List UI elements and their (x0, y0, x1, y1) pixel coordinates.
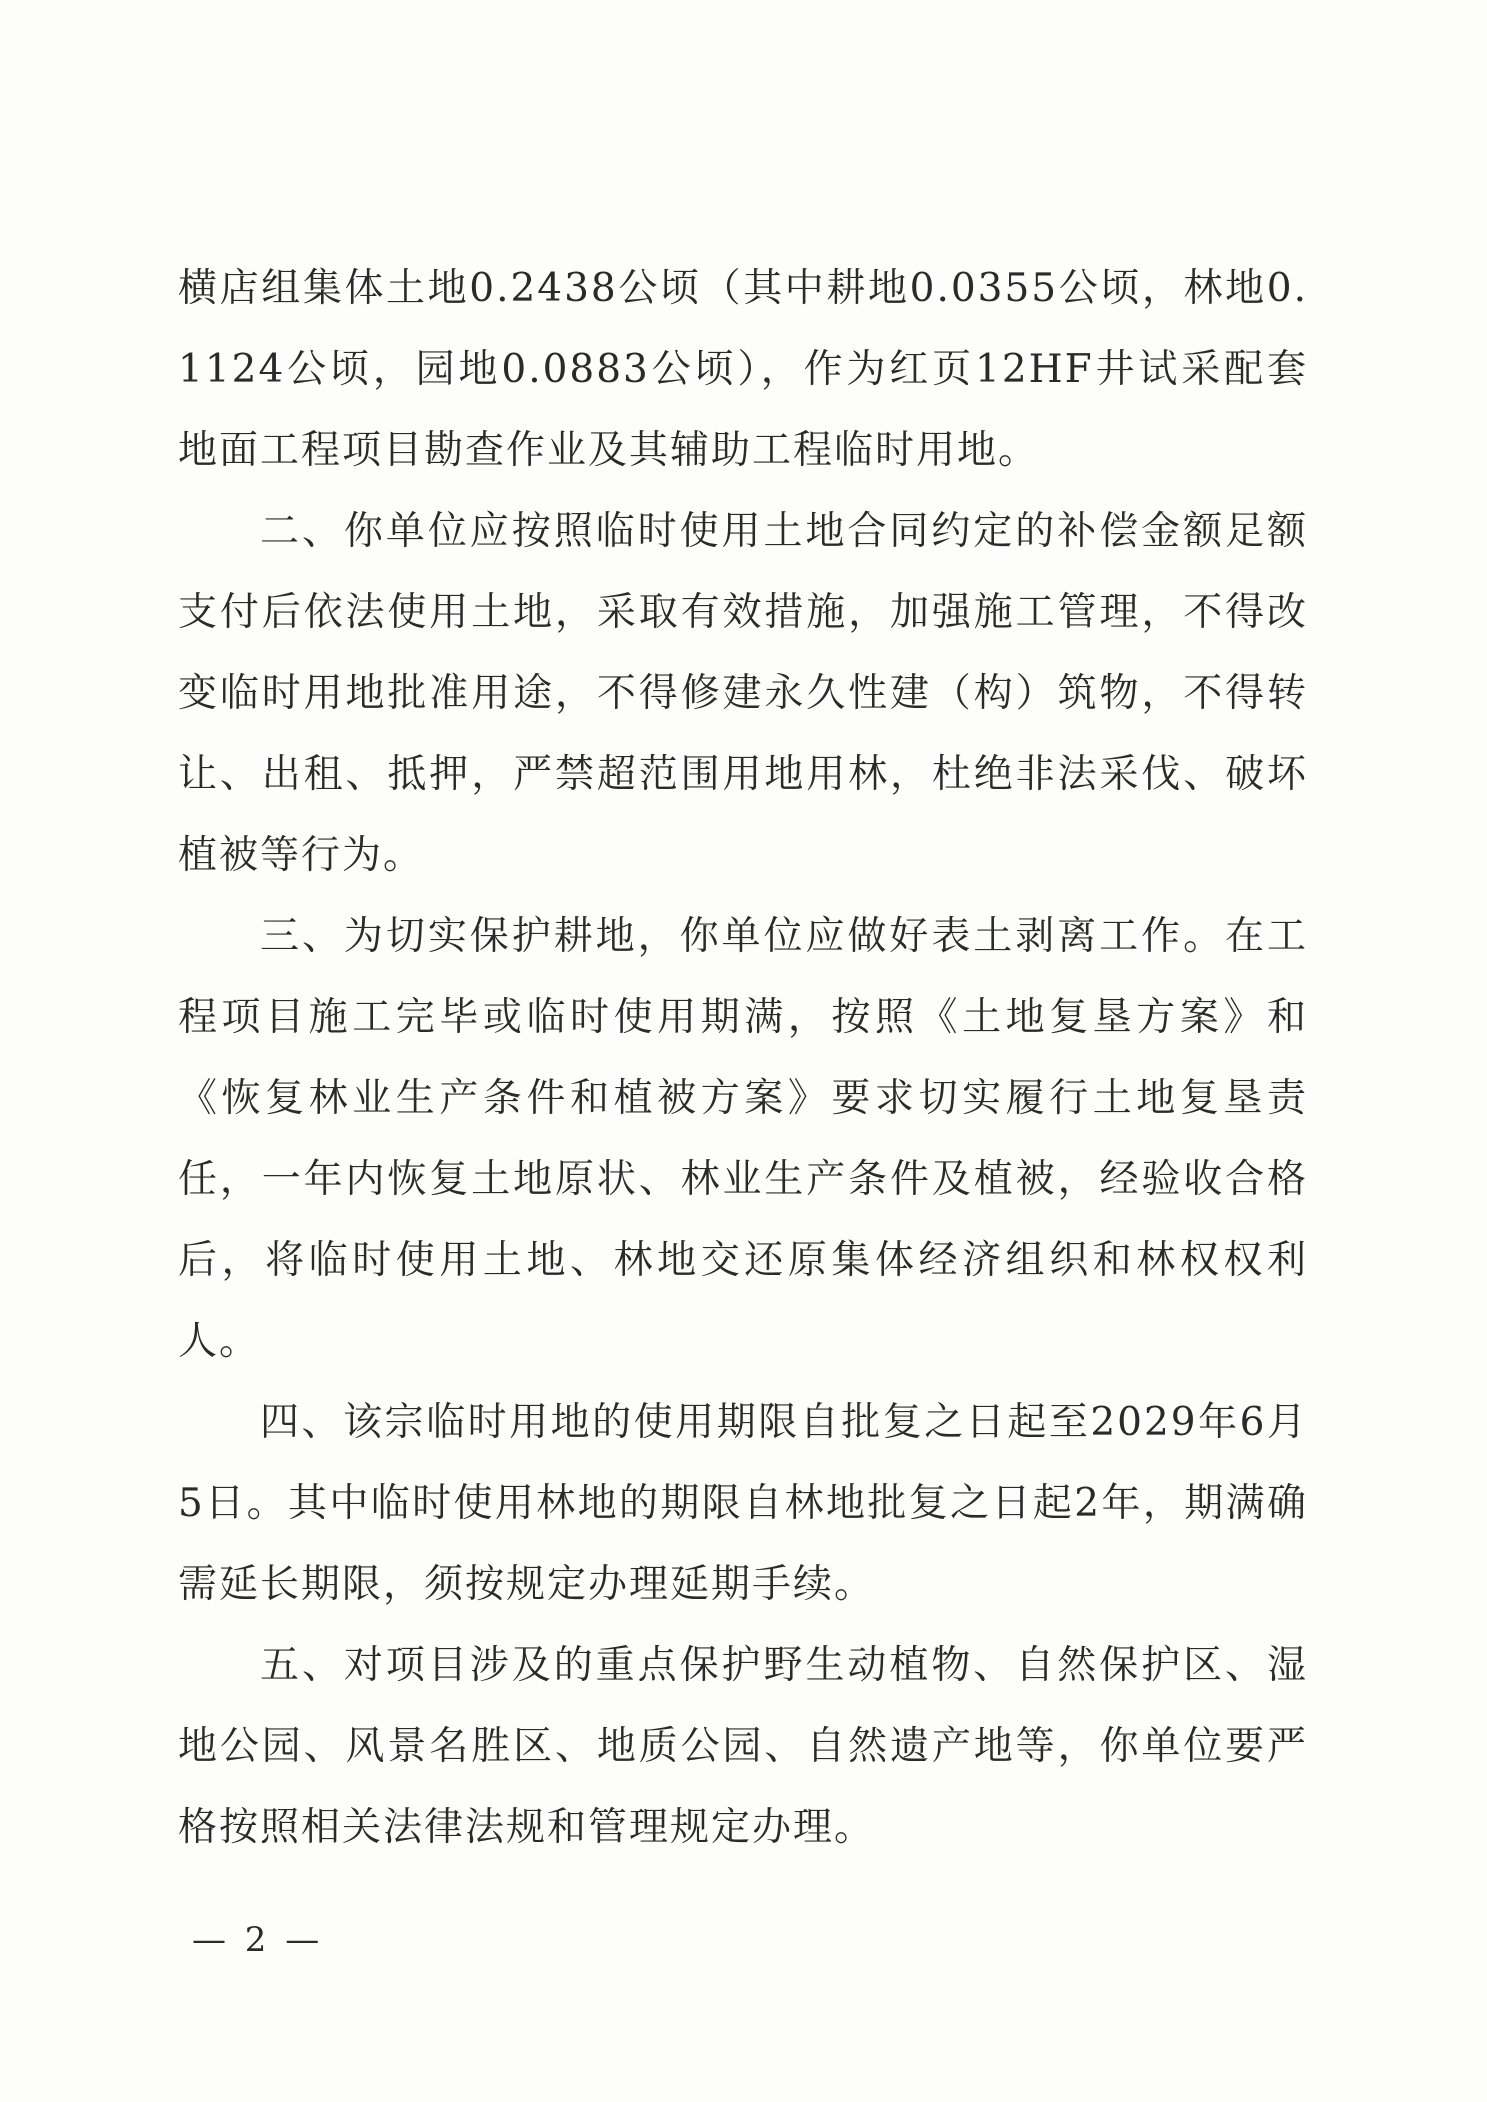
document-body (178, 248, 1308, 1868)
paragraph-item-4: 四、该宗临时用地的使用期限自批复之日起至2029年6月5日。其中临时使用林地的期限自林地批复之日起2年，期满确需延长期限，须按规定办理延期手续。 (178, 1400, 1308, 1607)
paragraph-item-2: 二、你单位应按照临时使用土地合同约定的补偿金额足额支付后依法使用土地，采取有效措施，加强施工管理，不得改变临时用地批准用途，不得修建永久性建（构）筑物，不得转让、出租、抵押，严禁超范围用地用林，杜绝非法采伐、破坏植被等行为。 (178, 509, 1308, 878)
paragraph-continuation: 横店组集体土地0.2438公顷（其中耕地0.0355公顷，林地0.1124公顷，园地0.0883公顷），作为红页12HF井试采配套地面工程项目勘查作业及其辅助工程临时用地。 (178, 266, 1308, 473)
paragraph-item-3: 三、为切实保护耕地，你单位应做好表土剥离工作。在工程项目施工完毕或临时使用期满，按照《土地复垦方案》和《恢复林业生产条件和植被方案》要求切实履行土地复垦责任，一年内恢复土地原状、林业生产条件及植被，经验收合格后，将临时使用土地、林地交还原集体经济组织和林权权利人。 (178, 914, 1308, 1364)
page-number: — 2 — (192, 1920, 324, 1960)
paragraph-item-5: 五、对项目涉及的重点保护野生动植物、自然保护区、湿地公园、风景名胜区、地质公园、自然遗产地等，你单位要严格按照相关法律法规和管理规定办理。 (178, 1643, 1308, 1850)
